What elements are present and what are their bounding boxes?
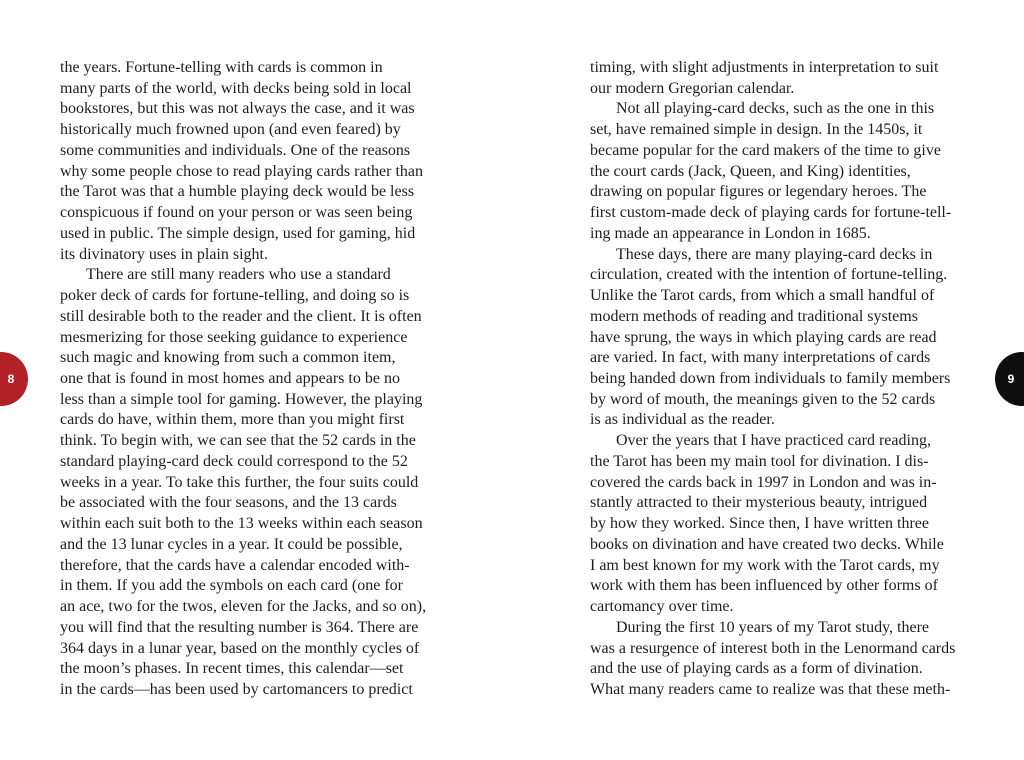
text-line: by how they worked. Since then, I have written three: [590, 515, 930, 533]
text-line: an ace, two for the twos, eleven for the Jacks, and so on),: [60, 598, 427, 616]
text-line: Unlike the Tarot cards, from which a small handful of: [590, 287, 935, 305]
text-line: the years. Fortune-telling with cards is common in: [60, 59, 383, 76]
text-line: was a resurgence of interest both in the Lenormand cards: [590, 639, 956, 657]
text-line: bookstores, but this was not always the case, and it was: [60, 100, 415, 118]
text-line: historically much frowned upon (and even feared) by: [60, 121, 401, 139]
text-line: 364 days in a lunar year, based on the monthly cycles of: [60, 639, 420, 657]
text-line: drawing on popular figures or legendary heroes. The: [590, 183, 927, 201]
text-line: still desirable both to the reader and the client. It is often: [60, 307, 422, 325]
text-line: is as individual as the reader.: [590, 411, 775, 429]
text-line: books on divination and have created two decks. While: [590, 535, 944, 553]
text-line: our modern Gregorian calendar.: [590, 79, 795, 97]
text-line: within each suit both to the 13 weeks within each season: [60, 515, 423, 533]
page-text-right: [590, 58, 962, 701]
text-line: by word of mouth, the meanings given to the 52 cards: [590, 390, 936, 408]
text-line: in them. If you add the symbols on each card (one for: [60, 577, 404, 595]
text-line: weeks in a year. To take this further, the four suits could: [60, 473, 419, 491]
text-line: why some people chose to read playing cards rather than: [60, 162, 423, 180]
text-line: used in public. The simple design, used for gaming, hid: [60, 224, 416, 242]
text-line: many parts of the world, with decks being sold in local: [60, 79, 412, 97]
text-line: There are still many readers who use a standard: [86, 266, 391, 284]
text-line: have sprung, the ways in which playing cards are read: [590, 328, 937, 346]
text-line: some communities and individuals. One of the reasons: [60, 141, 411, 159]
text-line: and the 13 lunar cycles in a year. It could be possible,: [60, 535, 403, 553]
text-line: circulation, created with the intention of fortune-telling.: [590, 266, 948, 284]
text-line: in the cards—has been used by cartomancers to predict: [60, 681, 413, 699]
page-text-left: [60, 58, 436, 701]
text-line: ing made an appearance in London in 1685.: [590, 224, 871, 242]
text-line: the Tarot has been my main tool for divination. I dis-: [590, 452, 929, 470]
page-number-left: 8: [7, 372, 15, 386]
text-line: such magic and knowing from such a common item,: [60, 349, 396, 367]
text-line: work with them has been influenced by other forms of: [590, 577, 938, 595]
text-line: and the use of playing cards as a form of divination.: [590, 660, 923, 678]
text-line: What many readers came to realize was that these meth-: [590, 681, 951, 699]
text-line: think. To begin with, we can see that the 52 cards in the: [60, 432, 416, 450]
text-line: be associated with the four seasons, and the 13 cards: [60, 494, 397, 512]
text-line: the court cards (Jack, Queen, and King) identities,: [590, 162, 911, 180]
text-line: mesmerizing for those seeking guidance to experience: [60, 328, 408, 346]
text-line: Over the years that I have practiced card reading,: [616, 432, 931, 450]
text-line: modern methods of reading and traditional systems: [590, 307, 918, 325]
text-line: therefore, that the cards have a calendar encoded with-: [60, 556, 410, 574]
text-line: poker deck of cards for fortune-telling, and doing so is: [60, 287, 410, 305]
text-line: being handed down from individuals to family members: [590, 370, 951, 388]
text-line: cards do have, within them, more than you might first: [60, 411, 405, 429]
text-line: set, have remained simple in design. In the 1450s, it: [590, 121, 923, 139]
text-line: cartomancy over time.: [590, 598, 734, 616]
text-line: its divinatory uses in plain sight.: [60, 245, 268, 263]
text-line: During the first 10 years of my Tarot study, there: [616, 618, 930, 636]
text-line: you will find that the resulting number is 364. There are: [60, 618, 419, 636]
text-line: are varied. In fact, with many interpretations of cards: [590, 349, 931, 367]
text-line: became popular for the card makers of the time to give: [590, 141, 941, 159]
text-line: stantly attracted to their mysterious beauty, intrigued: [590, 494, 928, 512]
text-line: less than a simple tool for gaming. However, the playing: [60, 390, 423, 408]
text-line: first custom-made deck of playing cards for fortune-tell-: [590, 204, 952, 222]
text-line: standard playing-card deck could correspond to the 52: [60, 452, 408, 470]
text-line: the Tarot was that a humble playing deck would be less: [60, 183, 415, 201]
page-tab-left: [0, 352, 28, 406]
text-line: conspicuous if found on your person or was seen being: [60, 204, 413, 222]
text-line: the moon’s phases. In recent times, this calendar—set: [60, 660, 404, 678]
text-line: Not all playing-card decks, such as the one in this: [616, 100, 935, 118]
text-line: I am best known for my work with the Tarot cards, my: [590, 556, 940, 574]
text-line: timing, with slight adjustments in interpretation to suit: [590, 59, 939, 76]
text-line: covered the cards back in 1997 in London and was in-: [590, 473, 937, 491]
page-number-right: 9: [1007, 372, 1015, 386]
text-line: These days, there are many playing-card decks in: [616, 245, 933, 263]
text-line: one that is found in most homes and appears to be no: [60, 370, 400, 388]
page-tab-right: [995, 352, 1024, 406]
